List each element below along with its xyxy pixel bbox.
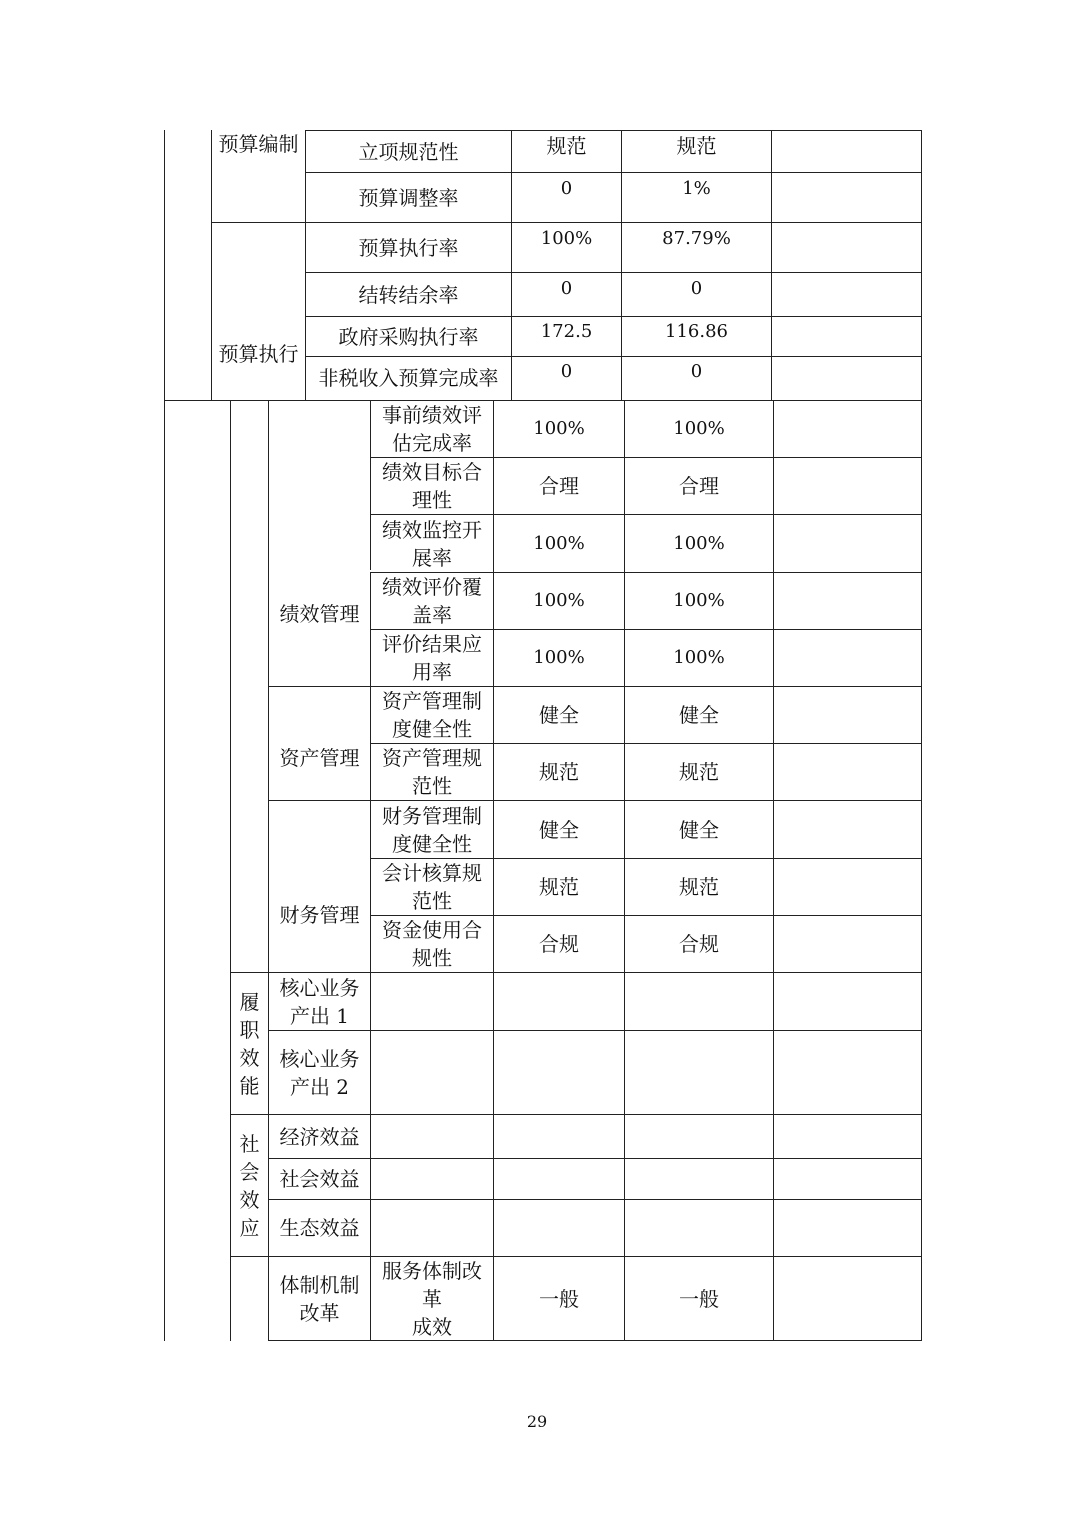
note-cell [772, 357, 921, 400]
indicator-cell: 绩效监控开 展率 [382, 517, 482, 570]
target-cell: 一般 [539, 1286, 579, 1311]
actual-cell: 1% [682, 178, 711, 199]
note-cell [774, 973, 921, 1030]
actual-cell: 一般 [679, 1286, 719, 1311]
actual-cell [625, 1115, 773, 1158]
target-cell: 100% [533, 590, 585, 611]
group-label-budget-execution: 预算执行 [218, 342, 299, 366]
target-cell: 健全 [539, 817, 579, 842]
group-label-financial-management: 财务管理 [279, 903, 360, 927]
indicator-cell [371, 1200, 493, 1256]
target-cell: 0 [560, 178, 573, 199]
target-cell: 合规 [539, 932, 579, 956]
indicator-cell: 事前绩效评 估完成率 [382, 403, 482, 455]
section-label-performance-efficiency: 履 职 效 能 [239, 989, 260, 1098]
actual-cell: 100% [673, 647, 725, 668]
actual-cell: 规范 [676, 134, 717, 158]
output-name-cell: 核心业务 产出 2 [279, 1046, 360, 1099]
actual-cell [625, 1200, 773, 1256]
actual-cell: 合规 [679, 932, 719, 956]
note-cell [774, 801, 921, 858]
target-cell: 合理 [539, 474, 579, 498]
note-cell [774, 515, 921, 572]
note-cell [772, 131, 921, 172]
indicator-cell: 政府采购执行率 [338, 325, 479, 349]
target-cell: 100% [533, 647, 585, 668]
benefit-name-cell: 生态效益 [279, 1216, 360, 1240]
actual-cell: 0 [690, 361, 703, 382]
indicator-cell: 资金使用合 规性 [382, 918, 482, 970]
target-cell: 172.5 [540, 321, 593, 342]
note-cell [774, 1031, 921, 1114]
note-cell [774, 401, 921, 457]
actual-cell: 100% [673, 532, 725, 554]
note-cell [774, 1115, 921, 1158]
note-cell [774, 859, 921, 915]
target-cell [494, 1200, 624, 1256]
indicator-cell: 资产管理制 度健全性 [382, 689, 482, 741]
note-cell [774, 1200, 921, 1256]
indicator-cell: 预算调整率 [358, 186, 459, 210]
actual-cell: 规范 [679, 875, 719, 899]
indicator-cell [371, 1159, 493, 1199]
indicator-cell: 立项规范性 [358, 140, 459, 164]
page-number: 29 [526, 1412, 548, 1431]
note-cell [774, 1159, 921, 1199]
indicator-cell: 财务管理制 度健全性 [382, 803, 482, 856]
note-cell [772, 317, 921, 356]
actual-cell: 116.86 [665, 321, 728, 342]
group-label-budget-preparation: 预算编制 [218, 132, 299, 156]
target-cell [494, 973, 624, 1030]
actual-cell: 87.79% [662, 228, 731, 249]
actual-cell: 100% [673, 418, 725, 439]
indicator-cell: 结转结余率 [358, 283, 459, 307]
indicator-cell [371, 973, 493, 1030]
target-cell: 100% [540, 228, 593, 249]
note-cell [774, 687, 921, 743]
target-cell: 0 [560, 361, 573, 382]
indicator-cell: 评价结果应 用率 [382, 632, 482, 684]
benefit-name-cell: 社会效益 [279, 1167, 360, 1191]
indicator-cell: 资产管理规 范性 [382, 746, 482, 798]
actual-cell [625, 1031, 773, 1114]
output-name-cell: 核心业务 产出 1 [279, 975, 360, 1028]
indicator-cell [371, 1115, 493, 1158]
benefit-name-cell: 经济效益 [279, 1124, 360, 1149]
target-cell: 100% [533, 532, 585, 554]
indicator-cell: 绩效评价覆 盖率 [382, 575, 482, 627]
target-cell: 100% [533, 418, 585, 439]
section-label-social-effect: 社 会 效 应 [239, 1131, 260, 1240]
target-cell [494, 1115, 624, 1158]
actual-cell: 规范 [679, 760, 719, 784]
target-cell [494, 1031, 624, 1114]
actual-cell: 健全 [679, 817, 719, 842]
target-cell: 规范 [539, 875, 579, 899]
indicator-cell: 绩效目标合 理性 [382, 460, 482, 512]
target-cell: 规范 [539, 760, 579, 784]
note-cell [774, 916, 921, 972]
actual-cell [625, 1159, 773, 1199]
actual-cell: 0 [690, 278, 703, 299]
note-cell [772, 223, 921, 272]
actual-cell [625, 973, 773, 1030]
note-cell [772, 273, 921, 316]
note-cell [774, 630, 921, 686]
indicator-cell: 服务体制改 革 成效 [382, 1258, 482, 1339]
indicator-cell: 会计核算规 范性 [382, 861, 482, 913]
target-cell: 规范 [546, 134, 587, 158]
note-cell [774, 744, 921, 800]
note-cell [774, 573, 921, 629]
target-cell: 健全 [539, 703, 579, 727]
group-label-asset-management: 资产管理 [279, 746, 360, 770]
target-cell [494, 1159, 624, 1199]
indicator-cell: 预算执行率 [358, 236, 459, 260]
note-cell [772, 173, 921, 222]
note-cell [774, 458, 921, 514]
group-label-performance-management: 绩效管理 [279, 602, 360, 626]
actual-cell: 合理 [679, 474, 719, 498]
actual-cell: 100% [673, 590, 725, 611]
note-cell [774, 1257, 921, 1340]
target-cell: 0 [560, 278, 573, 299]
indicator-cell [371, 1031, 493, 1114]
indicator-cell: 非税收入预算完成率 [318, 366, 499, 390]
reform-name-cell: 体制机制 改革 [279, 1272, 360, 1325]
actual-cell: 健全 [679, 703, 719, 727]
